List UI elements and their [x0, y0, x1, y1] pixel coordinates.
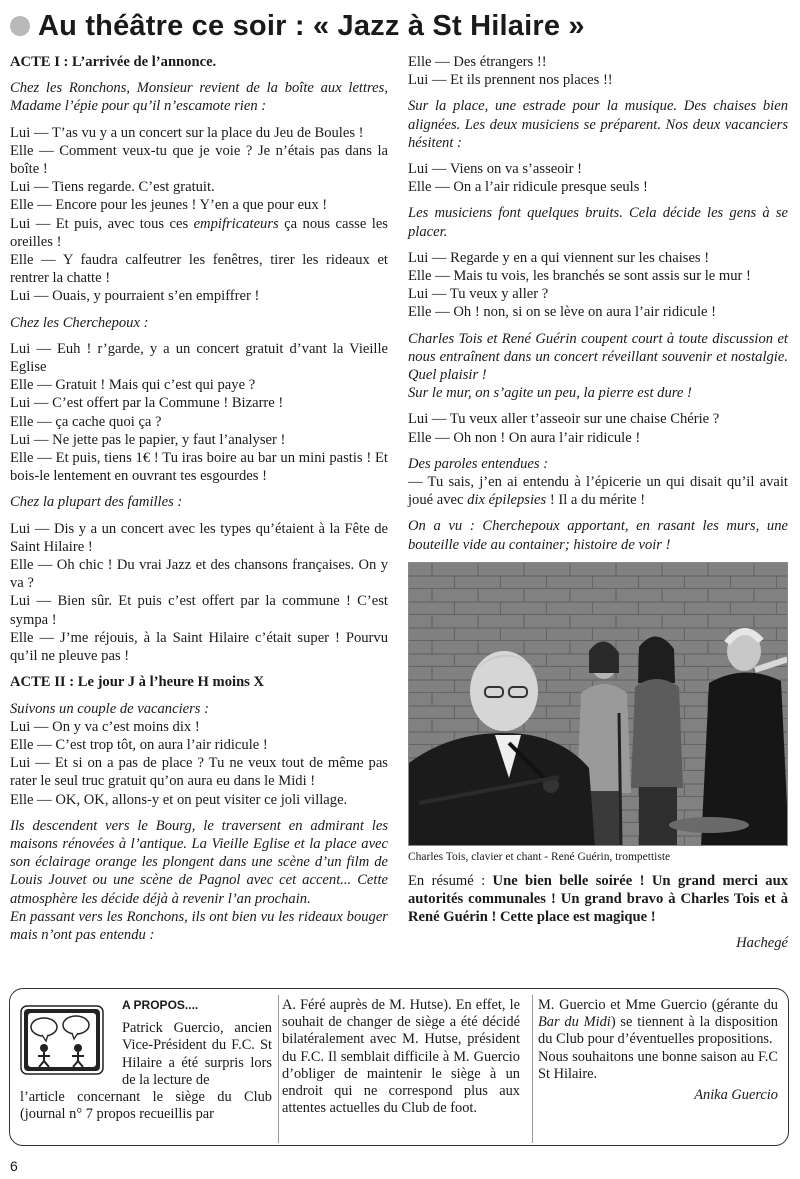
acte2-heading: ACTE II : Le jour J à l’heure H moins X: [10, 674, 265, 691]
concert-photo-image: [409, 563, 788, 846]
dialog-line: Lui — Regarde y en a qui viennent sur les chaises !: [408, 249, 710, 266]
apropos-col-3: [538, 997, 778, 1104]
summary-lead: En résumé :: [408, 872, 493, 889]
dialog-familles: [10, 520, 388, 666]
dialog-line: Lui — Viens on va s’asseoir !: [408, 161, 582, 178]
concert-photo: [408, 562, 788, 846]
narration-bruits: Les musiciens font quelques bruits. Cela décide les gens à se placer.: [408, 205, 788, 240]
dialog-line: Elle — Gratuit ! Mais qui c’est qui paye ?: [10, 377, 256, 394]
dialog-line: Elle — Comment veux-tu que je voie ? Je n’étais pas dans la boîte !: [10, 142, 388, 178]
signature-hachege: Hachegé: [736, 935, 788, 952]
narration-rideaux: En passant vers les Ronchons, ils ont bien vu les rideaux bouger mais n’ont pas entendu :: [10, 908, 388, 943]
intro-paroles: Des paroles entendues :: [408, 455, 549, 472]
summary: [408, 872, 788, 927]
narration-line: Charles Tois et René Guérin coupent court à toute discussion et nous entraînent dans un concert réveillant souvenir et nostalgie. Quel plaisir !: [408, 330, 788, 384]
dialog-line: Elle — On a l’air ridicule presque seuls !: [408, 179, 648, 196]
dialog-vacanciers: [10, 718, 388, 809]
dialog-line: Lui — Tu veux aller t’asseoir sur une chaise Chérie ?: [408, 411, 720, 428]
apropos-col-2: A. Féré auprès de M. Hutse). En effet, le souhait de changer de siège a été décidé bilatéralement avec M. Hutse, président du F.C. Il semblait difficile à M. Guercio d’obliger de maintenir le siège à un endroit qui ne correspond plus aux attentes actuelles du Club de foot.: [282, 997, 520, 1117]
dialog-cherie: [408, 410, 788, 446]
apropos-col-1: [20, 997, 272, 1123]
dialog-line: Elle — C’est trop tôt, on aura l’air ridicule !: [10, 736, 268, 753]
narration-estrade: Sur la place, une estrade pour la musique. Des chaises bien alignées. Les deux musiciens se préparent. Nos deux vacanciers hésitent :: [408, 98, 788, 151]
text-run: ça nous casse les oreilles !: [10, 215, 388, 250]
dialog-asseoir: [408, 160, 788, 196]
text-run: ) se tiennent à la disposition du Club pour d’éventuelles propositions.: [538, 1014, 778, 1048]
dialog-line: Lui — C’est offert par la Commune ! Bizarre !: [10, 395, 284, 412]
intro-cherchepoux: Chez les Cherchepoux :: [10, 314, 149, 331]
apropos-col1-indented-text: Patrick Guercio, ancien Vice-Président du F.C. St Hilaire a été surpris lors de la lecture de: [122, 1020, 272, 1088]
dialog-cherchepoux: [10, 340, 388, 486]
paroles-block: [408, 455, 788, 510]
text-run: — Tu sais, j’en ai entendu à l’épicerie un qui disait qu’il avait joué avec: [408, 474, 788, 509]
dialog-line: [10, 215, 388, 251]
dialog-line: Elle — Oh ! non, si on se lève on aura l’air ridicule !: [408, 304, 716, 321]
apropos-box: [9, 988, 789, 1146]
apropos-col1-full-text: l’article concernant le siège du Club (journal n° 7 propos recueillis par: [20, 1089, 272, 1123]
dialog-line: Elle — Des étrangers !!: [408, 54, 547, 70]
text-run: M. Guercio et Mme Guercio (gérante du: [538, 997, 778, 1013]
right-column: [408, 53, 788, 953]
signature-anika: Anika Guercio: [694, 1087, 778, 1104]
dialog-line: Elle — Oh chic ! Du vrai Jazz et des chansons françaises. On y va ?: [10, 557, 388, 592]
emphasis: dix épilepsies: [467, 492, 547, 509]
apropos-heading: A PROPOS....: [122, 998, 199, 1012]
summary-bold: Une bien belle soirée ! Un grand merci aux autorités communales ! Un grand bravo à Charles Tois et à René Guérin ! Cette place est magique !: [408, 872, 789, 926]
dialog-chaises: [408, 249, 788, 322]
dialog-line: Lui — Bien sûr. Et puis c’est offert par la commune ! C’est sympa !: [10, 593, 388, 628]
dialog-line: Lui — Et ils prennent nos places !!: [408, 72, 613, 89]
dialog-etrangers: [408, 53, 788, 89]
title-bullet: [10, 16, 30, 36]
dialog-line: Elle — Y faudra calfeutrer les fenêtres, tirer les rideaux et rentrer la chatte !: [10, 252, 388, 287]
intro-familles: Chez la plupart des familles :: [10, 494, 183, 511]
dialog-line: Lui — Et si on a pas de place ? Tu ne veux tout de même pas rater le seul truc gratuit qu’on aura eu dans le Midi !: [10, 755, 388, 790]
narration-line: Sur le mur, on s’agite un peu, la pierre est dure !: [408, 385, 692, 402]
page-number: 6: [10, 1158, 18, 1174]
left-column: [10, 53, 388, 952]
apropos-col3-text: [538, 997, 778, 1049]
dialog-line: Lui — On y va c’est moins dix !: [10, 718, 200, 735]
emphasis: Bar du Midi: [538, 1014, 611, 1031]
narration-container: On a vu : Cherchepoux apportant, en rasant les murs, une bouteille vide au container; histoire de voir !: [408, 518, 788, 553]
dialog-line: Elle — Encore pour les jeunes ! Y’en a que pour eux !: [10, 197, 328, 214]
title-bar: [10, 6, 790, 46]
text-run: Lui — Et puis, avec tous ces: [10, 215, 194, 232]
apropos-indented: [122, 997, 272, 1089]
dialog-line: Lui — Ne jette pas le papier, y faut l’analyser !: [10, 431, 286, 448]
apropos-col3-wish: Nous souhaitons une bonne saison au F.C St Hilaire.: [538, 1048, 778, 1082]
column-divider: [532, 995, 533, 1143]
dialog-line: Lui — Euh ! r’garde, y a un concert gratuit d’vant la Vieille Eglise: [10, 340, 388, 376]
dialog-line: Lui — Tu veux y aller ?: [408, 286, 549, 303]
column-divider: [278, 995, 279, 1143]
dialog-line: Lui — Ouais, y pourraient s’en empiffrer !: [10, 288, 260, 305]
text-run: ! Il a du mérite !: [546, 492, 646, 509]
emphasis: empifricateurs: [193, 215, 279, 232]
dialog-line: Elle — J’me réjouis, à la Saint Hilaire c’était super ! Pourvu qu’il ne pleuve pas !: [10, 629, 388, 665]
dialog-line: Lui — Dis y a un concert avec les types qu’étaient à la Fête de Saint Hilaire !: [10, 520, 388, 555]
dialog-line: Elle — Oh non ! On aura l’air ridicule !: [408, 429, 641, 446]
dialog-line: Elle — Et puis, tiens 1€ ! Tu iras boire au bar un mini pastis ! Et bois-le lentement en ouvrant tes esgourdes !: [10, 450, 388, 485]
quote-epicerie: [408, 473, 788, 509]
intro-vacanciers: Suivons un couple de vacanciers :: [10, 700, 209, 717]
dialog-line: Elle — ça cache quoi ça ?: [10, 413, 162, 430]
narration-concert: [408, 330, 788, 403]
narration-bourg: Ils descendent vers le Bourg, le traversent en admirant les maisons rénovées à l’antique. La Vieille Eglise et la place avec son éclairage orange les plongent dans une scène d’un film de Louis Jouvet ou une scène de Pagnol avec cet accent... Cette atmosphère les décide déjà à revenir l’an prochain.: [10, 817, 388, 907]
page-title: Au théâtre ce soir : « Jazz à St Hilaire »: [38, 9, 585, 42]
dialog-ronchons: [10, 124, 388, 306]
dialog-line: Elle — Mais tu vois, les branchés se sont assis sur le mur !: [408, 268, 751, 285]
dialog-line: Lui — Tiens regarde. C’est gratuit.: [10, 179, 215, 196]
photo-caption: Charles Tois, clavier et chant - René Guérin, trompettiste: [408, 850, 671, 863]
intro-ronchons: Chez les Ronchons, Monsieur revient de la boîte aux lettres, Madame l’épie pour qu’il n’escamote rien :: [10, 80, 388, 115]
acte1-heading: ACTE I : L’arrivée de l’annonce.: [10, 54, 217, 70]
dialog-line: Lui — T’as vu y a un concert sur la place du Jeu de Boules !: [10, 124, 364, 141]
dialog-line: Elle — OK, OK, allons-y et on peut visiter ce joli village.: [10, 791, 348, 808]
